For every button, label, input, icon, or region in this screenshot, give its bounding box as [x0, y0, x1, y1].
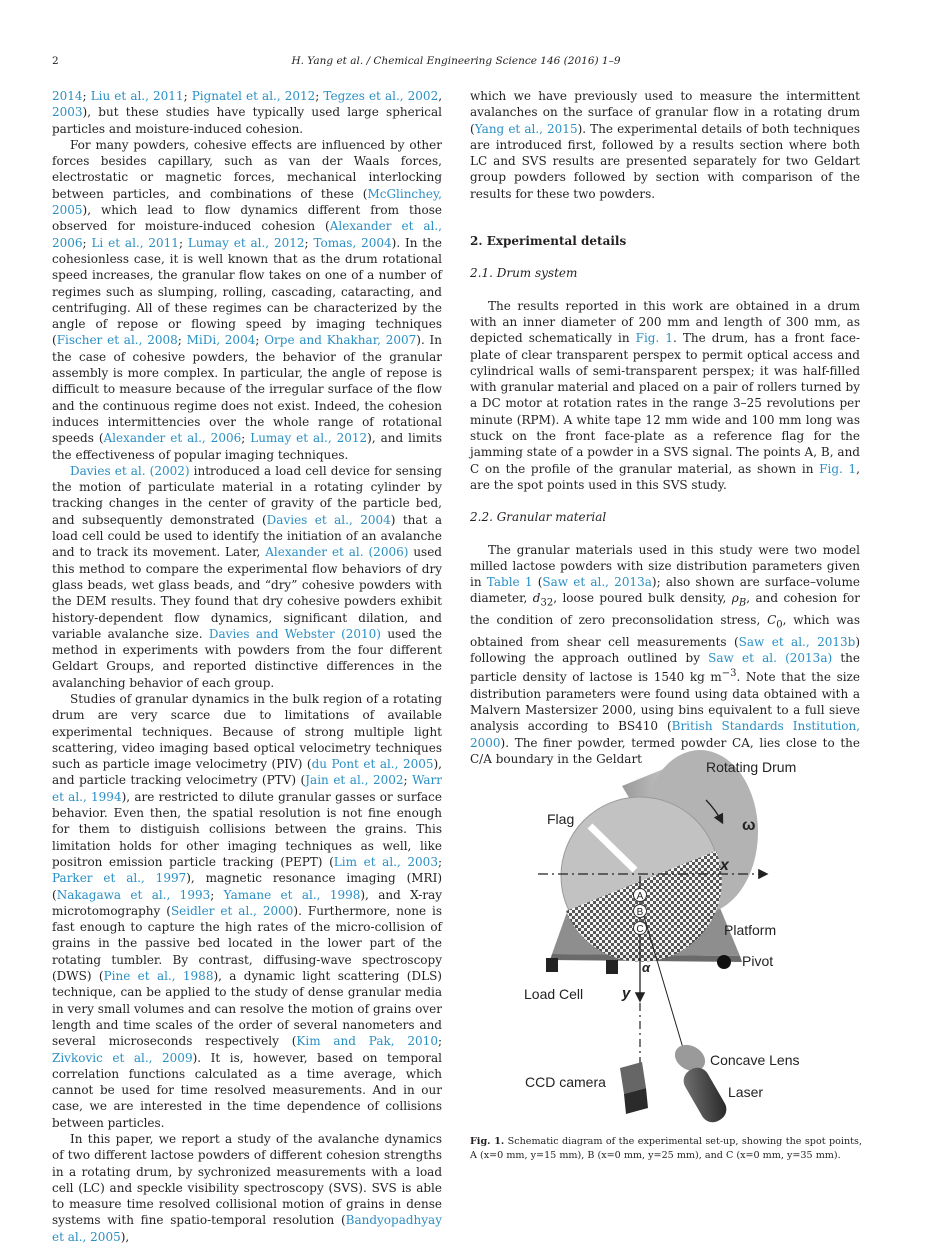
citation-link[interactable]: Lumay et al., 2012 — [187, 235, 305, 250]
paragraph: In this paper, we report a study of the avalanche dynamics of two different lactose powders of different cohesion strengths in a rotating drum, by sychronized measurements with a load cell (LC) and speckle visibility spectroscopy (SVS). SVS is able to measure time resolved collisional motion of grains in dense systems with fine spatio-temporal resolution (Bandyopadhyay et al., 2005), — [52, 1132, 442, 1244]
label-laser: Laser — [728, 1084, 764, 1100]
paragraph: which we have previously used to measure the intermittent avalanches on the surface of granular flow in a rotating drum (Yang et al., 2015). The experimental details of both techniques are introduced first, followed by a results section where both LC and SVS results are presented separately for two Geldart group powders followed by section with comparison of the results for these two powders. — [470, 89, 860, 201]
page-number: 2 — [52, 55, 59, 67]
citation-link[interactable]: Saw et al., 2013b — [738, 634, 856, 649]
page-header — [52, 55, 860, 71]
citation-link[interactable]: Bandyopadhyay et al., 2005 — [52, 1213, 442, 1244]
citation-link[interactable]: Alexander et al., 2006 — [52, 219, 442, 250]
citation-link[interactable]: Zivkovic et al., 2009 — [52, 1050, 193, 1065]
label-ccd-camera: CCD camera — [525, 1074, 606, 1090]
figure-caption — [470, 1135, 862, 1163]
label-omega: ω — [742, 817, 756, 834]
label-concave-lens: Concave Lens — [710, 1052, 800, 1068]
label-x: x — [720, 857, 729, 874]
citation-link[interactable]: Davies et al., 2004 — [266, 512, 391, 527]
figure-caption-text: Schematic diagram of the experimental set-up, showing the spot points, A (x=0 mm, y=15 mm), B (x=0 mm, y=25 mm), and C (x=0 mm, y=35 mm). — [470, 1136, 862, 1161]
paragraph: The granular materials used in this study were two model milled lactose powders with size distribution parameters given in Table 1 (Saw et al., 2013a); also shown are surface–volume diameter, $d_{32}$, loose poured bulk density, $\rho_B$, and cohesion for the condition of zero preconsolidation stress, $C_0$, which was obtained from shear cell measurements (Saw et al., 2013b) following the approach outlined by Saw et al. (2013a) the particle density of lactose is 1540 kg $m^{-3}$. Note that the size distribution parameters were found using data obtained with a Malvern Mastersizer 2000, using bins equivalent to a full sieve analysis according to BS410 (British Standards Institution, 2000). The finer powder, termed powder CA, lies close to the C/A boundary in the Geldart — [470, 542, 861, 766]
running-head: H. Yang et al. / Chemical Engineering Science 146 (2016) 1–9 — [291, 55, 621, 67]
label-rotating-drum: Rotating Drum — [706, 759, 797, 775]
spot-label-b: B — [636, 907, 644, 918]
citation-link[interactable]: Fischer et al., 2008 — [56, 333, 178, 348]
label-platform: Platform — [724, 922, 777, 938]
label-alpha: α — [642, 960, 651, 975]
citation-link[interactable]: 2003 — [52, 105, 83, 120]
label-pivot: Pivot — [742, 953, 774, 969]
right-column — [470, 88, 860, 767]
paragraph: The results reported in this work are obtained in a drum with an inner diameter of 200 mm and length of 300 mm, as depicted schematically in Fig. 1. The drum, has a front face-plate of clear transparent perspex to permit optical access and cylindrical walls of semi-transparent perspex; it was half-filled with granular material and placed on a pair of rollers turned by a DC motor at rotation rates in the range 3–25 revolutions per minute (RPM). A white tape 12 mm wide and 100 mm long was stuck on the front face-plate as a reference flag for the jamming state of a powder in a SVS signal. The points A, B, and C on the profile of the granular material, as shown in Fig. 1, are the spot points used in this SVS study. — [470, 298, 861, 492]
paragraph: Davies et al. (2002) introduced a load cell device for sensing the motion of particulate material in a rotating cylinder by tracking changes in the center of gravity of the particle bed, and subsequently demonstrated (Davies et al., 2004) that a load cell could be used to identify the initiation of an avalanche and to track its movement. Later, Alexander et al. (2006) used this method to compare the experimental flow behaviors of dry glass beads, wet glass beads, and “dry” cohesive powders with the DEM results. They found that dry cohesive powders exhibit history-dependent flow dynamics, significant dilation, and variable avalanche size. Davies and Webster (2010) used the method in experiments with powders from the four different Geldart Groups, and reported distinctive differences in the avalanching behavior of each group. — [52, 463, 442, 690]
citation-link[interactable]: Alexander et al. (2006) — [265, 545, 409, 560]
subsection-heading: 2.1. Drum system — [470, 266, 578, 281]
citation-link[interactable]: Orpe and Khakhar, 2007 — [264, 333, 417, 348]
citation-link[interactable]: Lim et al., 2003 — [333, 854, 438, 869]
citation-link[interactable]: Alexander et al., 2006 — [103, 431, 242, 446]
paragraph: For many powders, cohesive effects are influenced by other forces besides capillary, such as van der Waals forces, electrostatic or magnetic forces, mechanical interlocking between particles, and combinations of these (McGlinchey, 2005), which lead to flow dynamics different from those observed for moisture-induced cohesion (Alexander et al., 2006; Li et al., 2011; Lumay et al., 2012; Tomas, 2004). In the cohesionless case, it is well known that as the drum rotational speed increases, the granular flow takes on one of a number of regimes such as slumping, rolling, cascading, cataracting, and centrifuging. All of these regimes can be characterized by the angle of repose or flowing speed by imaging techniques (Fischer et al., 2008; MiDi, 2004; Orpe and Khakhar, 2007). In the case of cohesive powders, the behavior of the granular assembly is more complex. In particular, the angle of repose is difficult to measure because of the irregular surface of the flow and the continuous regime does not exist. Indeed, the cohesion induces intermittencies over the whole range of rotational speeds (Alexander et al., 2006; Lumay et al., 2012), and limits the effectiveness of popular imaging techniques. — [52, 137, 443, 462]
table-link[interactable]: Table 1 — [486, 575, 533, 590]
label-flag: Flag — [547, 811, 575, 827]
citation-link[interactable]: du Pont et al., 2005 — [311, 757, 434, 772]
citation-link[interactable]: Tomas, 2004 — [313, 235, 392, 250]
label-y: y — [622, 985, 631, 1002]
citation-link[interactable]: Parker et al., 1997 — [52, 871, 187, 886]
citation-link[interactable]: Davies et al. (2002) — [70, 463, 190, 478]
spot-label-a: A — [636, 891, 644, 902]
citation-link[interactable]: 2014 — [52, 89, 83, 103]
citation-link[interactable]: Davies and Webster (2010) — [208, 626, 381, 641]
citation-link[interactable]: Saw et al. (2013a) — [708, 651, 833, 666]
figure-link[interactable]: Fig. 1 — [819, 461, 857, 476]
paragraph: Studies of granular dynamics in the bulk region of a rotating drum are very scarce due to limitations of available experimental techniques. Because of strong multiple light scattering, video imaging based optical velocimetry techniques such as particle image velocimetry (PIV) (du Pont et al., 2005), and particle tracking velocimetry (PTV) (Jain et al., 2002; Warr et al., 1994), are restricted to dilute granular gasses or surface behavior. Even then, the spatial resolution is not fine enough for them to distiguish collisions between the grains. This limitation holds for other imaging techniques as well, like positron emission particle tracking (PEPT) (Lim et al., 2003; Parker et al., 1997), magnetic resonance imaging (MRI) (Nakagawa et al., 1993; Yamane et al., 1998), and X-ray microtomography (Seidler et al., 2000). Furthermore, none is fast enough to capture the high rates of the micro-collision of grains in the passive bed located in the lower part of the rotating tumbler. By contrast, diffusing-wave spectroscopy (DWS) (Pine et al., 1988), a dynamic light scattering (DLS) technique, can be applied to the study of dense granular media in very small volumes and can resolve the motion of grains over length and time scales of the order of several nanometers and several microseconds respectively (Kim and Pak, 2010; Zivkovic et al., 2009). It is, however, based on temporal correlation functions calculated as a time average, which cannot be used for time resolved measurements. And in our case, we are interested in the time dependence of collisions between particles. — [52, 691, 443, 1130]
figure-1 — [470, 748, 860, 1128]
citation-link[interactable]: Jain et al., 2002 — [305, 773, 404, 788]
citation-link[interactable]: Pine et al., 1988 — [103, 969, 214, 984]
spot-points — [634, 889, 647, 936]
paragraph: 2014; Liu et al., 2011; Pignatel et al., 2012; Tegzes et al., 2002, 2003), but these studies have typically used large spherical particles and moisture-induced cohesion. — [52, 89, 443, 136]
citation-link[interactable]: Warr et al., 1994 — [52, 773, 443, 804]
section-heading: 2. Experimental details — [470, 234, 627, 249]
subsection-heading: 2.2. Granular material — [470, 510, 607, 525]
citation-link[interactable]: Nakagawa et al., 1993 — [56, 887, 211, 902]
experimental-setup-diagram — [470, 748, 860, 1128]
citation-link[interactable]: British Standards Institution, 2000 — [470, 719, 860, 750]
citation-link[interactable]: Li et al., 2011 — [91, 235, 179, 250]
label-load-cell: Load Cell — [524, 986, 584, 1002]
spot-label-c: C — [636, 924, 644, 935]
figure-link[interactable]: Fig. 1 — [635, 331, 674, 346]
figure-label: Fig. 1. — [470, 1136, 505, 1147]
citation-link[interactable]: Yang et al., 2015 — [474, 121, 578, 136]
citation-link[interactable]: Tegzes et al., 2002 — [323, 89, 439, 103]
citation-link[interactable]: MiDi, 2004 — [186, 333, 256, 348]
citation-link[interactable]: Lumay et al., 2012 — [250, 431, 368, 446]
laser — [679, 1063, 731, 1126]
citation-link[interactable]: Yamane et al., 1998 — [223, 887, 361, 902]
citation-link[interactable]: Kim and Pak, 2010 — [296, 1034, 438, 1049]
citation-link[interactable]: Seidler et al., 2000 — [170, 903, 294, 918]
citation-link[interactable]: McGlinchey, 2005 — [52, 186, 442, 218]
citation-link[interactable]: Saw et al., 2013a — [542, 575, 652, 590]
citation-link[interactable]: Pignatel et al., 2012 — [191, 89, 316, 103]
citation-link[interactable]: Liu et al., 2011 — [90, 89, 184, 103]
left-column — [52, 88, 442, 1245]
pivot-point — [717, 955, 731, 969]
ccd-camera — [620, 1062, 648, 1114]
